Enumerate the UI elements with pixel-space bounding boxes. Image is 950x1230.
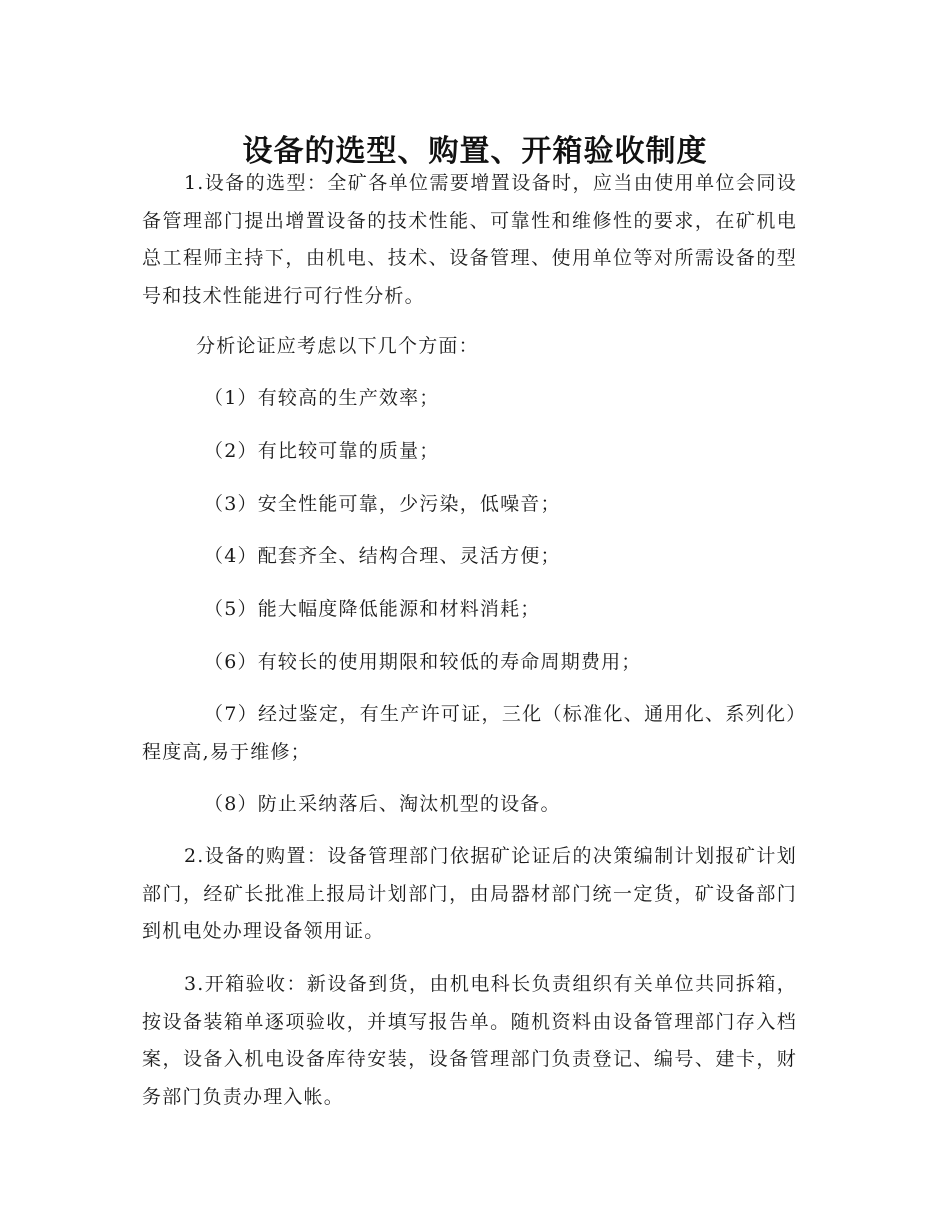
analysis-intro: 分析论证应考虑以下几个方面： [196,335,479,357]
section-2-paragraph: 2.设备的购置：设备管理部门依据矿论证后的决策编制计划报矿计划部门，经矿长批准上报局计划部门，由局器材部门统一定货，矿设备部门到机电处办理设备领用证。 [142,845,797,942]
list-item: （7）经过鉴定，有生产许可证，三化（标准化、通用化、系列化）程度高,易于维修； [142,703,797,763]
list-item: （1）有较高的生产效率； [204,387,440,409]
list-item: （4）配套齐全、结构合理、灵活方便； [204,545,561,567]
list-item: （5）能大幅度降低能源和材料消耗； [204,598,541,620]
section-3-paragraph: 3.开箱验收：新设备到货，由机电科长负责组织有关单位共同拆箱，按设备装箱单逐项验收，并填写报告单。随机资料由设备管理部门存入档案，设备入机电设备库待安装，设备管理部门负责登记、编号、建卡，财务部门负责办理入帐。 [142,973,797,1108]
document-title: 设备的选型、购置、开箱验收制度 [242,134,708,170]
list-item: （3）安全性能可靠，少污染，低噪音； [204,493,561,515]
section-1-paragraph: 1.设备的选型：全矿各单位需要增置设备时，应当由使用单位会同设备管理部门提出增置设备的技术性能、可靠性和维修性的要求，在矿机电总工程师主持下，由机电、技术、设备管理、使用单位等对所需设备的型号和技术性能进行可行性分析。 [142,172,797,307]
list-item: （8）防止采纳落后、淘汰机型的设备。 [204,793,561,815]
list-item: （2）有比较可靠的质量； [204,440,440,462]
list-item: （6）有较长的使用期限和较低的寿命周期费用； [204,651,642,673]
